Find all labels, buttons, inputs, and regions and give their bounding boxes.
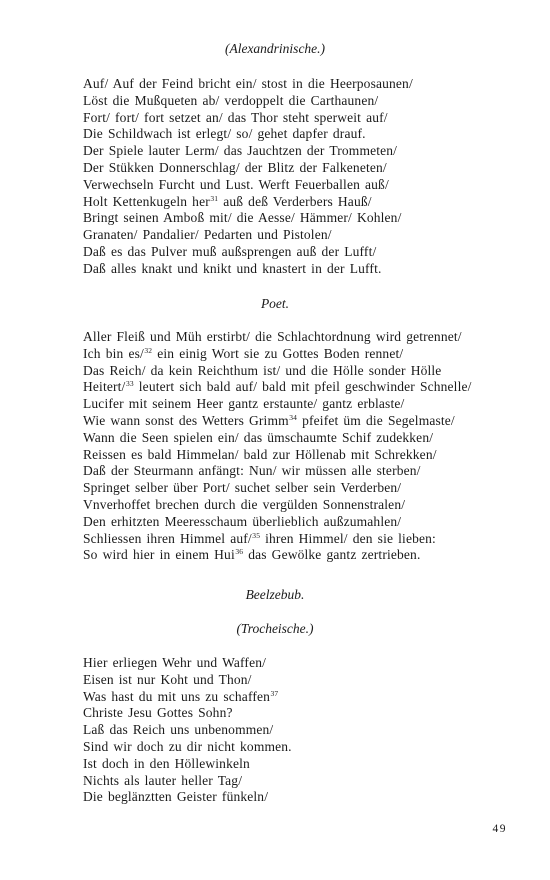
footnote-marker: 32 xyxy=(144,345,153,355)
verse-line: Ist doch in den Höllewinkeln xyxy=(83,755,250,771)
verse-line: Daß alles knakt und knikt und knastert in der Lufft. xyxy=(83,260,382,276)
heading-trocheische: (Trocheische.) xyxy=(236,621,314,636)
verse-line: Holt Kettenkugeln her$^{31}$ auß deß Verderbers Hauß/ xyxy=(83,193,372,209)
footnote-marker: 36 xyxy=(235,547,244,557)
verse-line: Lucifer mit seinem Heer gantz erstaunte/ gantz erblaste/ xyxy=(83,396,405,412)
stanza-first xyxy=(83,76,413,278)
verse-line: Schliessen ihren Himmel auf/$^{35}$ ihren Himmel/ den sie lieben: xyxy=(83,530,436,546)
verse-line: Die beglänztten Geister fünkeln/ xyxy=(83,789,269,805)
verse-line: Den erhitzten Meeresschaum überlieblich außzumahlen/ xyxy=(83,513,402,529)
verse-line: Sind wir doch zu dir nicht kommen. xyxy=(83,738,292,754)
verse-line: Ich bin es/$^{32}$ ein einig Wort sie zu Gottes Boden rennet/ xyxy=(83,345,404,361)
footnote-marker: 34 xyxy=(289,412,298,422)
heading-poet: Poet. xyxy=(260,296,290,311)
heading-beelzebub: Beelzebub. xyxy=(245,587,305,602)
verse-line: Reissen es bald Himmelan/ bald zur Höllenab mit Schrekken/ xyxy=(83,446,437,462)
verse-line: Heitert/$^{33}$ leutert sich bald auf/ bald mit pfeil geschwinder Schnelle/ xyxy=(83,379,472,395)
verse-line: Laß das Reich uns unbenommen/ xyxy=(83,722,274,738)
footnote-marker: 35 xyxy=(252,530,261,540)
verse-line: Springet selber über Port/ suchet selber sein Verderben/ xyxy=(83,480,402,496)
verse-line: Auf/ Auf der Feind bricht ein/ stost in die Heerposaunen/ xyxy=(83,76,413,91)
footnote-marker: 33 xyxy=(125,379,134,389)
verse-line: Vnverhoffet brechen durch die vergülden Sonnenstralen/ xyxy=(83,496,406,512)
footnote-marker: 31 xyxy=(210,193,219,203)
verse-line: So wird hier in einem Hui$^{36}$ das Gewölke gantz zertrieben. xyxy=(83,547,421,563)
verse-line: Der Stükken Donnerschlag/ der Blitz der Falkeneten/ xyxy=(83,159,387,175)
verse-line: Wie wann sonst des Wetters Grimm$^{34}$ pfeifet üm die Segelmaste/ xyxy=(83,412,455,428)
stanza-third xyxy=(83,655,292,806)
verse-line: Daß der Steurmann anfängt: Nun/ wir müssen alle sterben/ xyxy=(83,463,421,479)
heading-alexandrinische: (Alexandrinische.) xyxy=(224,41,326,56)
verse-line: Granaten/ Pandalier/ Pedarten und Pistolen/ xyxy=(83,227,332,243)
verse-line: Verwechseln Furcht und Lust. Werft Feuerballen auß/ xyxy=(83,176,389,192)
verse-line: Löst die Mußqueten ab/ verdoppelt die Carthaunen/ xyxy=(83,92,379,108)
verse-line: Bringt seinen Amboß mit/ die Aesse/ Hämmer/ Kohlen/ xyxy=(83,210,402,226)
verse-line: Fort/ fort/ fort setzet an/ das Thor steht sperweit auf/ xyxy=(83,109,388,125)
verse-line: Hier erliegen Wehr und Waffen/ xyxy=(83,655,267,670)
footnote-marker: 37 xyxy=(270,688,279,698)
verse-line: Eisen ist nur Koht und Thon/ xyxy=(83,671,252,687)
verse-line: Nichts als lauter heller Tag/ xyxy=(83,772,243,788)
page-number: 49 xyxy=(492,823,507,835)
verse-line: Aller Fleiß und Müh erstirbt/ die Schlachtordnung wird getrennet/ xyxy=(83,329,462,344)
verse-line: Wann die Seen spielen ein/ das ümschaumte Schif zudekken/ xyxy=(83,429,434,445)
verse-line: Der Spiele lauter Lerm/ das Jauchtzen der Trommeten/ xyxy=(83,143,398,159)
verse-line: Daß es das Pulver muß außsprengen auß der Lufft/ xyxy=(83,243,377,259)
stanza-second xyxy=(83,329,472,564)
verse-line: Was hast du mit uns zu schaffen$^{37}$ xyxy=(83,688,279,704)
verse-line: Die Schildwach ist erlegt/ so/ gehet dapfer drauf. xyxy=(83,126,366,142)
verse-line: Das Reich/ da kein Reichthum ist/ und die Hölle sonder Hölle xyxy=(83,362,442,378)
verse-line: Christe Jesu Gottes Sohn? xyxy=(83,705,233,721)
